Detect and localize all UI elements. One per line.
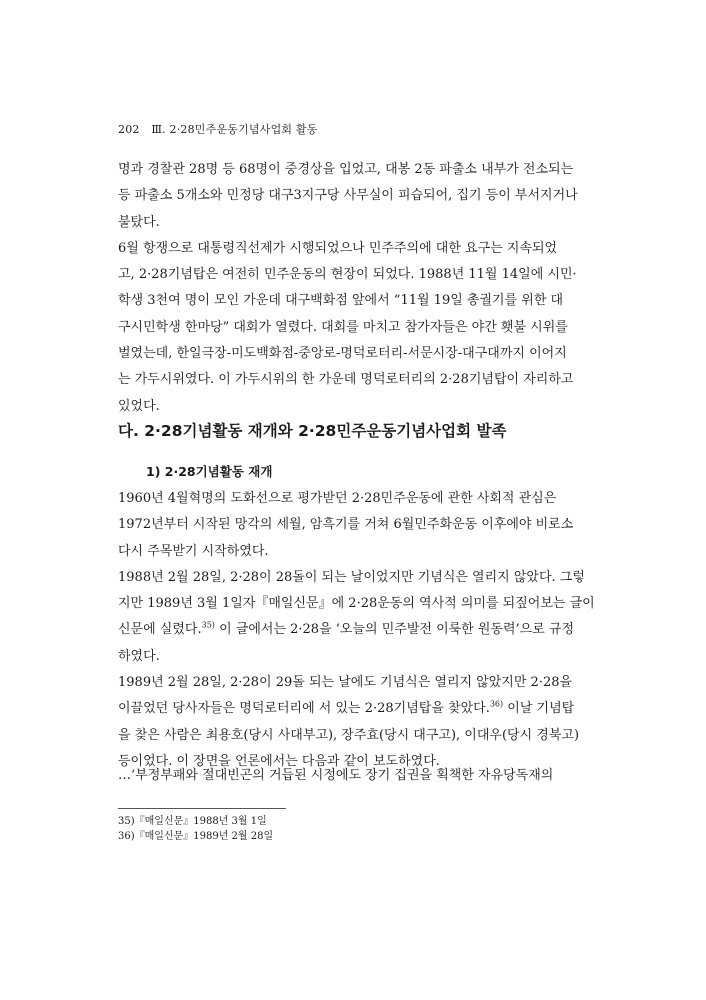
footnote-divider [118, 808, 286, 809]
text-segment: 이 글에서는 2·28을 ‘오늘의 민주발전 이룩한 원동력’으로 규정 [214, 622, 575, 638]
text-line: 등이었다. 이 장면을 언론에서는 다음과 같이 보도하였다. [118, 753, 440, 769]
quote-block [118, 763, 588, 789]
text-line: 하였다. [118, 648, 160, 664]
text-line: 1989년 2월 28일, 2·28이 29돌 되는 날에도 기념식은 열리지 않았지만 2·28을 [118, 675, 573, 691]
footnotes [118, 814, 273, 844]
text-line: 등 파출소 5개소와 민정당 대구3지구당 사무실이 피습되어, 집기 등이 부서지거나 [118, 188, 578, 204]
text-line: 는 가두시위였다. 이 가두시위의 한 가운데 명덕로터리의 2·28기념탑이 자리하고 [118, 372, 574, 388]
text-line: 구시민학생 한마당” 대회가 열렸다. 대회를 마치고 참가자들은 야간 횃불 시위를 [118, 319, 568, 335]
text-segment: 이끌었던 당사자들은 명덕로터리에 서 있는 2·28기념탑을 찾았다. [118, 701, 490, 717]
footnote-35: 35)『매일신문』1988년 3월 1일 [118, 816, 267, 827]
text-line-with-footnote [118, 617, 588, 643]
text-line: 지만 1989년 3월 1일자『매일신문』에 2·28운동의 역사적 의미를 되짚어보는 글이 [118, 596, 595, 612]
text-line: 벌였는데, 한일극장-미도백화점-중앙로-명덕로터리-서문시장-대구대까지 이어지 [118, 346, 567, 362]
text-line: 1972년부터 시작된 망각의 세월, 암흑기를 거쳐 6월민주화운동 이후에야 비로소 [118, 517, 574, 533]
paragraph-block-2 [118, 486, 595, 775]
text-segment: 신문에 실렸다. [118, 622, 202, 638]
text-line: 6월 항쟁으로 대통령직선제가 시행되었으나 민주주의에 대한 요구는 지속되었 [118, 240, 558, 256]
text-line: 명과 경찰관 28명 등 68명이 중경상을 입었고, 대봉 2동 파출소 내부가 전소되는 [118, 162, 574, 177]
footnote-ref: 36) [489, 700, 504, 710]
text-line: 다시 주목받기 시작하였다. [118, 543, 269, 559]
text-line: 고, 2·28기념탑은 여전히 민주운동의 현장이 되었다. 1988년 11월 14일에 시민· [118, 267, 577, 283]
section-heading: 다. 2·28기념활동 재개와 2·28민주운동기념사업회 발족 [118, 422, 507, 440]
paragraph-block-1 [118, 157, 588, 420]
text-segment: 이날 기념탑 [503, 701, 575, 717]
text-line: 있었다. [118, 398, 160, 414]
text-line-with-footnote [118, 696, 588, 722]
text-line: 1960년 4월혁명의 도화선으로 평가받던 2·28민주운동에 관한 사회적 관심은 [118, 491, 557, 506]
text-line: 1988년 2월 28일, 2·28이 28돌이 되는 날이었지만 기념식은 열리지 않았다. 그렇 [118, 569, 585, 585]
quote-line: …‘부정부패와 절대빈곤의 거듭된 시정에도 장기 집권을 획책한 자유당독재의 [118, 768, 554, 783]
text-line: 학생 3천여 명이 모인 가운데 대구백화점 앞에서 “11월 19일 총궐기를 위한 대 [118, 293, 564, 309]
chapter-title: Ⅲ. 2·28민주운동기념사업회 활동 [151, 123, 318, 136]
footnote-ref: 35) [201, 621, 215, 631]
footnote-36: 36)『매일신문』1989년 2월 28일 [118, 831, 274, 842]
page-number: 202 [118, 123, 140, 136]
subsection-heading: 1) 2·28기념활동 재개 [146, 464, 273, 479]
text-line: 불탔다. [118, 214, 160, 230]
text-line: 을 찾은 사람은 최용호(당시 사대부고), 장주효(당시 대구고), 이대우(당시 경북고) [118, 727, 580, 743]
running-header [118, 121, 318, 137]
